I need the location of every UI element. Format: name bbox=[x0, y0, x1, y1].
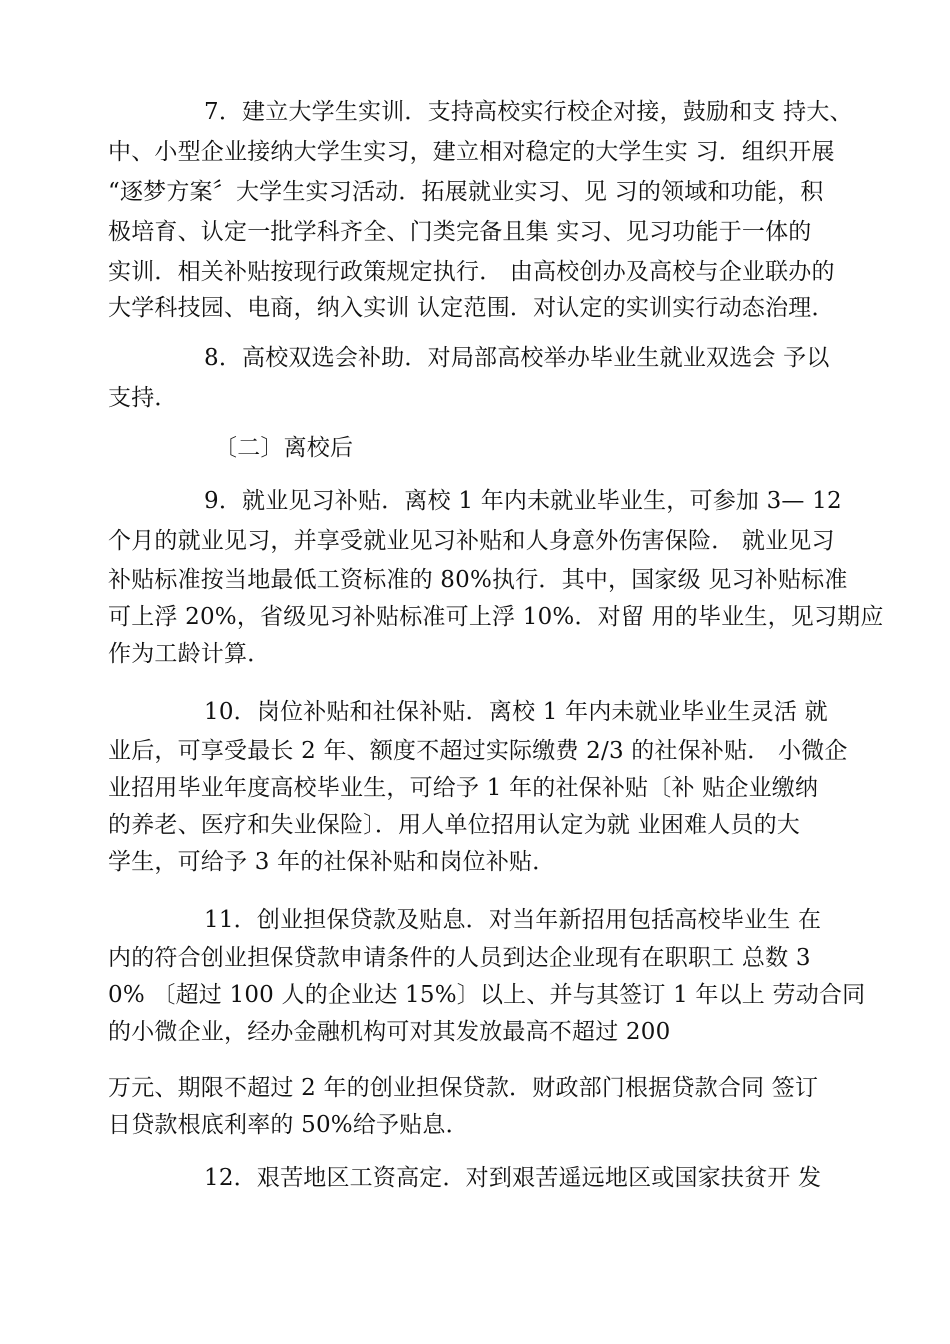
paragraph-7-line-6: 大学科技园、电商，纳入实训 认定范围．对认定的实训实行动态治理． bbox=[108, 295, 835, 321]
paragraph-7-line-5: 实训．相关补贴按现行政策规定执行． 由高校创办及高校与企业联办的 bbox=[108, 259, 835, 285]
paragraph-10-line-1: 10．岗位补贴和社保补贴．离校 1 年内未就业毕业生灵活 就 bbox=[204, 699, 828, 725]
paragraph-7-line-3: “逐梦方案〞大学生实习活动．拓展就业实习、见 习的领域和功能，积 bbox=[108, 179, 824, 205]
paragraph-8-line-2: 支持． bbox=[108, 385, 178, 411]
paragraph-7-line-4: 极培育、认定一批学科齐全、门类完备且集 实习、见习功能于一体的 bbox=[108, 219, 812, 245]
paragraph-11-line-1: 11．创业担保贷款及贴息．对当年新招用包括高校毕业生 在 bbox=[204, 907, 822, 933]
paragraph-7-line-2: 中、小型企业接纳大学生实习，建立相对稳定的大学生实 习．组织开展 bbox=[108, 139, 835, 165]
paragraph-10-line-4: 的养老、医疗和失业保险〕．用人单位招用认定为就 业困难人员的大 bbox=[108, 812, 801, 838]
paragraph-11-line-3: 0% 〔超过 100 人的企业达 15%〕以上、并与其签订 1 年以上 劳动合同 bbox=[108, 982, 866, 1008]
paragraph-10-line-2: 业后，可享受最长 2 年、额度不超过实际缴费 2/3 的社保补贴． 小微企 bbox=[108, 738, 848, 764]
paragraph-11b-line-1: 万元、期限不超过 2 年的创业担保贷款．财政部门根据贷款合同 签订 bbox=[108, 1075, 819, 1101]
paragraph-10-line-3: 业招用毕业年度高校毕业生，可给予 1 年的社保补贴〔补 贴企业缴纳 bbox=[108, 775, 819, 801]
paragraph-8-line-1: 8．高校双选会补助．对局部高校举办毕业生就业双选会 予以 bbox=[204, 345, 830, 371]
section-heading: 〔二〕离校后 bbox=[214, 435, 354, 461]
paragraph-7-line-1: 7．建立大学生实训．支持高校实行校企对接，鼓励和支 持大、 bbox=[204, 99, 853, 125]
paragraph-9-line-1: 9．就业见习补贴．离校 1 年内未就业毕业生，可参加 3— 12 bbox=[204, 488, 842, 514]
paragraph-9-line-3: 补贴标准按当地最低工资标准的 80%执行．其中，国家级 见习补贴标准 bbox=[108, 567, 848, 593]
paragraph-11b-line-2: 日贷款根底利率的 50%给予贴息． bbox=[108, 1112, 469, 1138]
paragraph-11-line-4: 的小微企业，经办金融机构可对其发放最高不超过 200 bbox=[108, 1019, 671, 1045]
paragraph-9-line-4: 可上浮 20%，省级见习补贴标准可上浮 10%．对留 用的毕业生，见习期应 bbox=[108, 604, 884, 630]
paragraph-11-line-2: 内的符合创业担保贷款申请条件的人员到达企业现有在职职工 总数 3 bbox=[108, 945, 811, 971]
paragraph-12-line-1: 12．艰苦地区工资高定．对到艰苦遥远地区或国家扶贫开 发 bbox=[204, 1165, 822, 1191]
paragraph-9-line-5: 作为工龄计算． bbox=[108, 641, 271, 667]
paragraph-9-line-2: 个月的就业见习，并享受就业见习补贴和人身意外伤害保险． 就业见习 bbox=[108, 528, 835, 554]
paragraph-10-line-5: 学生，可给予 3 年的社保补贴和岗位补贴． bbox=[108, 849, 556, 875]
